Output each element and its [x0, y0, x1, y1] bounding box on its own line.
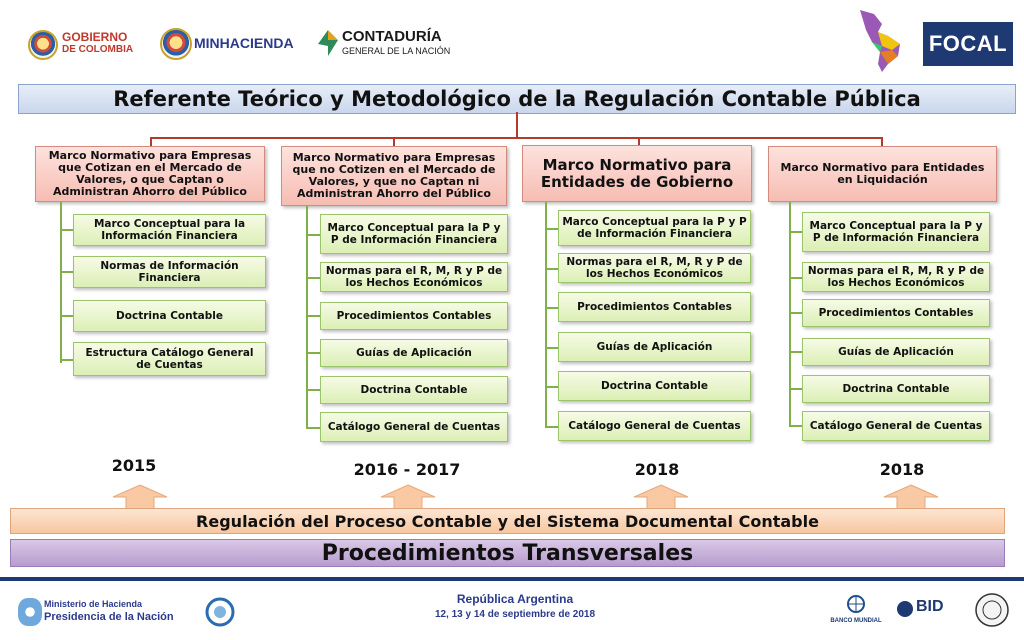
column-4-item-3: Procedimientos Contables — [802, 299, 990, 327]
institution-emblem-icon — [202, 596, 238, 628]
col2-tick1 — [306, 234, 320, 236]
ministerio-line1: Ministerio de Hacienda — [44, 599, 143, 609]
column-3-item-3: Procedimientos Contables — [558, 292, 751, 322]
up-arrow-icon — [111, 484, 169, 510]
column-1-item-2: Normas de Información Financiera — [73, 256, 266, 288]
column-3-item-5: Doctrina Contable — [558, 371, 751, 401]
col4-tick5 — [789, 388, 802, 390]
focal-logo: FOCAL — [923, 22, 1013, 66]
regulation-bar: Regulación del Proceso Contable y del Sistema Documental Contable — [10, 508, 1005, 534]
column-2-item-5: Doctrina Contable — [320, 376, 508, 404]
col3-tick5 — [545, 386, 558, 388]
banco-mundial-text: BANCO MUNDIAL — [830, 618, 882, 624]
year-label-4: 2018 — [879, 460, 925, 479]
footer-event — [380, 592, 650, 620]
footer-country: República Argentina — [456, 592, 574, 606]
column-header-2: Marco Normativo para Empresas que no Cotizen en el Mercado de Valores, y que no Captan ni Administran Ahorro del Público — [281, 146, 507, 206]
year-label-1: 2015 — [111, 456, 157, 475]
column-3-item-2: Normas para el R, M, R y P de los Hechos Económicos — [558, 253, 751, 283]
main-title: Referente Teórico y Metodológico de la Regulación Contable Pública — [18, 84, 1016, 114]
up-arrow-icon — [632, 484, 690, 510]
column-4-item-1: Marco Conceptual para la P y P de Información Financiera — [802, 212, 990, 252]
column-2-item-1: Marco Conceptual para la P y P de Información Financiera — [320, 214, 508, 254]
col1-tick3 — [60, 315, 73, 317]
col2-drop — [393, 137, 395, 146]
col1-vline — [60, 202, 62, 363]
gobierno-line2: DE COLOMBIA — [62, 44, 134, 55]
contaduria-mark-icon — [314, 28, 340, 58]
column-1-item-1: Marco Conceptual para la Información Financiera — [73, 214, 266, 246]
column-4-item-5: Doctrina Contable — [802, 375, 990, 403]
col1-tick1 — [60, 229, 73, 231]
minhacienda-text: MINHACIENDA — [194, 35, 294, 51]
bid-logo — [896, 598, 958, 626]
column-1-item-4: Estructura Catálogo General de Cuentas — [73, 342, 266, 376]
columns-bar — [150, 137, 883, 139]
col3-vline — [545, 202, 547, 428]
column-2-item-2: Normas para el R, M, R y P de los Hechos Económicos — [320, 262, 508, 292]
column-4-item-6: Catálogo General de Cuentas — [802, 411, 990, 441]
column-3-item-1: Marco Conceptual para la P y P de Información Financiera — [558, 210, 751, 246]
col3-tick2 — [545, 268, 558, 270]
col1-drop — [150, 137, 152, 146]
col3-tick3 — [545, 307, 558, 309]
col4-tick1 — [789, 231, 802, 233]
col2-tick6 — [306, 427, 320, 429]
col4-tick4 — [789, 351, 802, 353]
col2-tick3 — [306, 315, 320, 317]
bid-mark-icon — [896, 600, 914, 618]
column-header-1: Marco Normativo para Empresas que Cotizan en el Mercado de Valores, o que Captan o Administran Ahorro del Público — [35, 146, 265, 202]
col4-tick2 — [789, 277, 802, 279]
procedures-bar: Procedimientos Transversales — [10, 539, 1005, 567]
globe-icon — [846, 594, 866, 614]
banco-mundial-logo — [824, 594, 888, 628]
column-4-item-2: Normas para el R, M, R y P de los Hechos Económicos — [802, 262, 990, 292]
col4-tick3 — [789, 312, 802, 314]
contaduria-logo — [314, 26, 474, 62]
col3-tick4 — [545, 347, 558, 349]
year-label-2: 2016 - 2017 — [353, 460, 461, 479]
column-1-item-3: Doctrina Contable — [73, 300, 266, 332]
col3-tick1 — [545, 228, 558, 230]
col1-tick2 — [60, 271, 73, 273]
column-3-item-4: Guías de Aplicación — [558, 332, 751, 362]
footer-rule — [0, 577, 1024, 581]
contaduria-line1: CONTADURÍA — [342, 28, 442, 45]
title-stem — [516, 112, 518, 138]
colombia-seal-icon — [28, 30, 58, 60]
column-2-item-6: Catálogo General de Cuentas — [320, 412, 508, 442]
minhacienda-logo — [160, 28, 310, 60]
year-label-3: 2018 — [634, 460, 680, 479]
bid-text: BID — [916, 598, 944, 615]
contaduria-line2: GENERAL DE LA NACIÓN — [342, 46, 451, 56]
gobierno-line1: GOBIERNO — [62, 30, 128, 44]
col2-vline — [306, 206, 308, 428]
column-header-4: Marco Normativo para Entidades en Liquidación — [768, 146, 997, 202]
up-arrow-icon — [882, 484, 940, 510]
latin-america-map-icon — [852, 6, 912, 76]
col3-tick6 — [545, 426, 558, 428]
footer-dates: 12, 13 y 14 de septiembre de 2018 — [434, 609, 596, 620]
col2-tick5 — [306, 389, 320, 391]
ministerio-line2: Presidencia de la Nación — [44, 611, 174, 623]
up-arrow-icon — [379, 484, 437, 510]
col2-tick2 — [306, 277, 320, 279]
column-header-3: Marco Normativo para Entidades de Gobierno — [522, 145, 752, 202]
col1-tick4 — [60, 359, 73, 361]
col4-drop — [881, 137, 883, 146]
ministerio-logo — [18, 597, 188, 627]
col2-tick4 — [306, 352, 320, 354]
column-4-item-4: Guías de Aplicación — [802, 338, 990, 366]
gobierno-colombia-logo — [28, 28, 158, 60]
argentina-seal-icon — [18, 598, 42, 626]
column-2-item-4: Guías de Aplicación — [320, 339, 508, 367]
column-2-item-3: Procedimientos Contables — [320, 302, 508, 330]
col4-tick6 — [789, 425, 802, 427]
minhacienda-seal-icon — [160, 28, 192, 60]
column-3-item-6: Catálogo General de Cuentas — [558, 411, 751, 441]
col4-vline — [789, 202, 791, 427]
imf-seal-icon — [974, 592, 1010, 628]
